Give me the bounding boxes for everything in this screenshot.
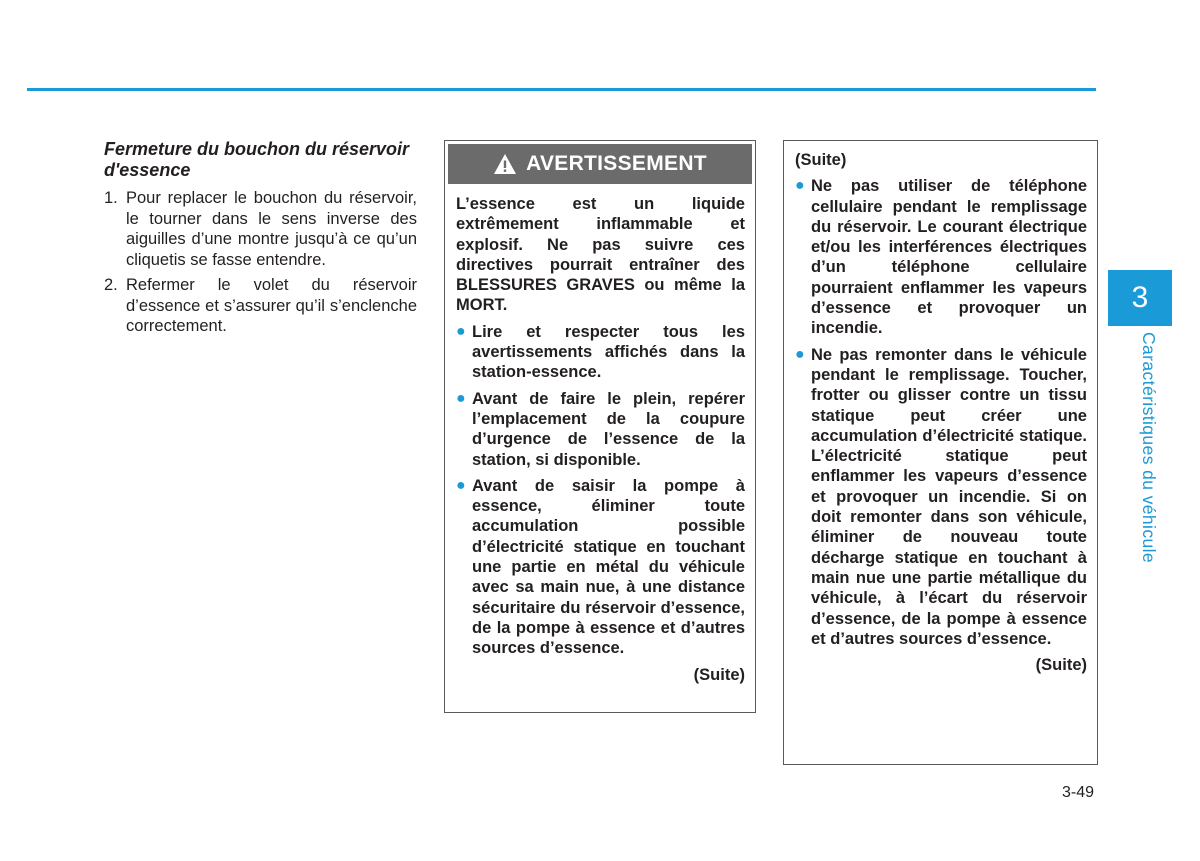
warning-body (445, 184, 755, 685)
bullet-dot-icon: ● (456, 389, 466, 407)
list-item (795, 345, 1087, 649)
chapter-tab[interactable] (1108, 270, 1172, 326)
chapter-title: Caractéristiques du véhicule (1139, 332, 1159, 564)
bullet-text: Avant de saisir la pompe à essence, éliminer toute accumulation possible d’électricité statique en touchant une partie en métal du véhicule avec sa main nue, à une distance sécuritaire du réservoir d’essence, de la pompe à essence et d’autres sources d’essence. (472, 476, 745, 658)
bullet-text: Avant de faire le plein, repérer l’emplacement de la coupure d’urgence de l’essence de la station, si disponible. (472, 389, 745, 469)
header-rule (27, 88, 1096, 91)
bullet-text: Ne pas utiliser de téléphone cellulaire pendant le remplissage du réservoir. Le courant électrique et/ou les interférences électriques d’un téléphone cellulaire pourraient enflammer les vapeurs d’essence et provoquer un incendie. (811, 177, 1087, 338)
step-text: Pour replacer le bouchon du réservoir, le tourner dans le sens inverse des aiguilles d’une montre jusqu’à ce qu’un cliquetis se fasse entendre. (126, 189, 417, 269)
bullet-dot-icon: ● (456, 476, 466, 494)
section-heading: Fermeture du bouchon du réservoir d'essence (104, 139, 410, 180)
continued-label: (Suite) (1035, 656, 1087, 675)
list-item (795, 176, 1087, 338)
warning-intro: L’essence est un liquide extrêmement inflammable et explosif. Ne pas suivre ces directives pourrait entraîner des BLESSURES GRAVES ou même la MORT. (456, 195, 745, 315)
step-number: 1. (104, 189, 118, 207)
warning-header (448, 144, 752, 184)
list-item (456, 476, 745, 659)
page-number: 3-49 (1061, 784, 1094, 801)
left-column (104, 139, 417, 342)
step-item (104, 275, 417, 337)
step-text: Refermer le volet du réservoir d’essence et s’assurer qu’il s’enclenche correctement. (126, 276, 417, 335)
step-item (104, 188, 417, 270)
list-item (456, 322, 745, 383)
bullet-dot-icon: ● (456, 322, 466, 340)
continued-label: (Suite) (693, 665, 745, 684)
bullet-dot-icon: ● (795, 345, 805, 363)
continued-header: (Suite) (795, 151, 847, 169)
warning-title: AVERTISSEMENT (526, 151, 707, 175)
bullet-dot-icon: ● (795, 177, 805, 195)
bullet-text: Ne pas remonter dans le véhicule pendant le remplissage. Toucher, frotter ou glisser contre un tissu statique peut créer une accumulation d’électricité statique. L’électricité statique peut enflammer les vapeurs d’essence et provoquer un incendie. Si on doit remonter dans son véhicule, éliminer de nouveau toute décharge statique en touchant à main nue une partie métallique du véhicule, à l’écart du réservoir d’essence, de la pompe à essence et d’autres sources d’essence. (811, 345, 1087, 648)
warning-triangle-icon (493, 153, 517, 175)
step-number: 2. (104, 276, 118, 294)
chapter-number: 3 (1131, 281, 1149, 314)
steps-list (104, 188, 417, 337)
list-item (456, 389, 745, 470)
continued-box (783, 140, 1098, 765)
bullet-text: Lire et respecter tous les avertissements affichés dans la station-essence. (472, 322, 745, 382)
warning-box (444, 140, 756, 713)
continued-body (784, 141, 1097, 675)
